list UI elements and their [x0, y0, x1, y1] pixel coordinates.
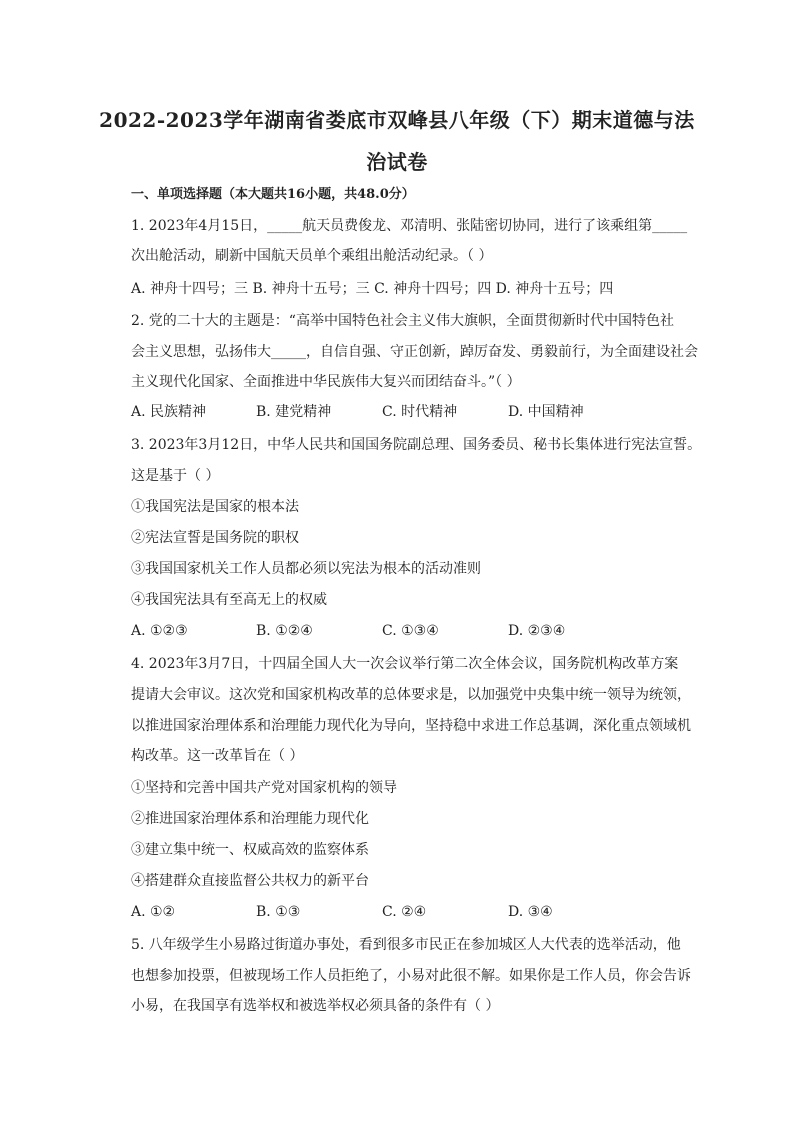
q3-line1: 3. 2023年3月12日，中华人民共和国国务院副总理、国务委员、秘书长集体进行宪法宣誓。 — [131, 437, 702, 453]
q4-option-d: D. ③④ — [508, 904, 553, 920]
q4-item2: ②推进国家治理体系和治理能力现代化 — [131, 811, 369, 827]
q2-option-b: B. 建党精神 — [256, 404, 332, 420]
exam-title-line1: 2022-2023学年湖南省娄底市双峰县八年级（下）期末道德与法 — [99, 108, 695, 132]
q2-line1: 2. 党的二十大的主题是：“高举中国特色社会主义伟大旗帜，全面贯彻新时代中国特色社 — [131, 313, 674, 329]
q5-line1: 5. 八年级学生小易路过街道办事处，看到很多市民正在参加城区人大代表的选举活动，他 — [131, 937, 681, 953]
q3-item4: ④我国宪法具有至高无上的权威 — [131, 592, 327, 608]
q4-option-b: B. ①③ — [256, 904, 301, 920]
q3-option-d: D. ②③④ — [508, 623, 566, 639]
q4-item1: ①坚持和完善中国共产党对国家机构的领导 — [131, 780, 397, 796]
q5-line3: 小易，在我国享有选举权和被选举权必须具备的条件有（ ） — [131, 998, 500, 1014]
section-heading: 一、单项选择题（本大题共16小题，共48.0分） — [131, 187, 415, 202]
q2-line3: 主义现代化国家、全面推进中华民族伟大复兴而团结奋斗。”（ ） — [131, 374, 521, 390]
q2-line2: 会主义思想，弘扬伟大_____，自信自强、守正创新，踔厉奋发、勇毅前行，为全面建设社会 — [131, 344, 698, 360]
q2-option-d: D. 中国精神 — [508, 404, 584, 420]
q4-line3: 以推进国家治理体系和治理能力现代化为导向，坚持稳中求进工作总基调，深化重点领域机 — [131, 718, 691, 734]
q3-option-a: A. ①②③ — [131, 623, 188, 639]
q3-item1: ①我国宪法是国家的根本法 — [131, 499, 299, 515]
q3-item2: ②宪法宣誓是国务院的职权 — [131, 530, 299, 546]
q3-line2: 这是基于（ ） — [131, 468, 220, 484]
q2-option-a: A. 民族精神 — [131, 404, 207, 420]
q4-option-a: A. ①② — [131, 904, 176, 920]
q4-item3: ③建立集中统一、权威高效的监察体系 — [131, 842, 369, 858]
q5-line2: 也想参加投票，但被现场工作人员拒绝了，小易对此很不解。如果你是工作人员，你会告诉 — [131, 968, 691, 984]
q3-option-b: B. ①②④ — [256, 623, 313, 639]
q3-item3: ③我国国家机关工作人员都必须以宪法为根本的活动准则 — [131, 561, 481, 577]
q1-options: A. 神舟十四号；三 B. 神舟十五号；三 C. 神舟十四号；四 D. 神舟十五号；四 — [131, 281, 614, 297]
q1-line2: 次出舱活动，刷新中国航天员单个乘组出舱活动纪录。（ ） — [131, 248, 493, 264]
q4-line1: 4. 2023年3月7日，十四届全国人大一次会议举行第二次全体会议，国务院机构改革方案 — [131, 656, 679, 672]
q3-option-c: C. ①③④ — [382, 623, 439, 639]
q4-line4: 构改革。这一改革旨在（ ） — [131, 748, 304, 764]
q4-option-c: C. ②④ — [382, 904, 427, 920]
q2-option-c: C. 时代精神 — [382, 404, 458, 420]
q4-line2: 提请大会审议。这次党和国家机构改革的总体要求是，以加强党中央集中统一领导为统领， — [131, 687, 691, 703]
exam-title-line2: 治试卷 — [366, 150, 428, 174]
q1-line1: 1. 2023年4月15日，_____航天员费俊龙、邓清明、张陆密切协同，进行了该乘组第_____ — [131, 218, 688, 234]
q4-item4: ④搭建群众直接监督公共权力的新平台 — [131, 873, 369, 889]
